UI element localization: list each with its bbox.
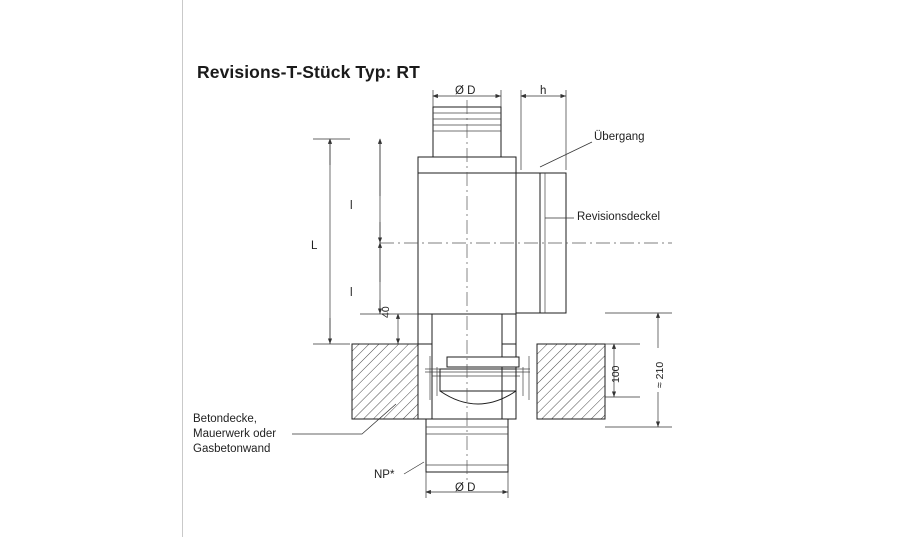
label-np: NP*: [374, 469, 395, 481]
dimension-l-lower: [360, 243, 420, 314]
label-uebergang: Übergang: [594, 131, 645, 143]
label-h: h: [540, 85, 547, 97]
label-l-upper: l: [350, 200, 353, 212]
label-l-lower: l: [350, 287, 353, 299]
dimension-40: [360, 314, 418, 344]
dimension-L: [313, 139, 350, 344]
label-top-diameter: Ø D: [455, 85, 476, 97]
label-40: 40: [380, 306, 392, 318]
wall-hatching-right: [537, 344, 605, 419]
label-210: ≈ 210: [654, 361, 666, 388]
label-revisionsdeckel: Revisionsdeckel: [577, 211, 661, 223]
label-wall-note-line2: Mauerwerk oder: [193, 428, 277, 440]
page-title: Revisions-T-Stück Typ: RT: [197, 62, 420, 82]
label-100: 100: [610, 365, 622, 383]
leader-np: [404, 462, 424, 474]
label-bottom-diameter: Ø D: [455, 482, 476, 494]
wall-hatching-left: [352, 344, 420, 419]
label-wall-note-line1: Betondecke,: [193, 413, 257, 425]
label-wall-note-line3: Gasbetonwand: [193, 443, 271, 455]
label-L: L: [311, 240, 318, 252]
